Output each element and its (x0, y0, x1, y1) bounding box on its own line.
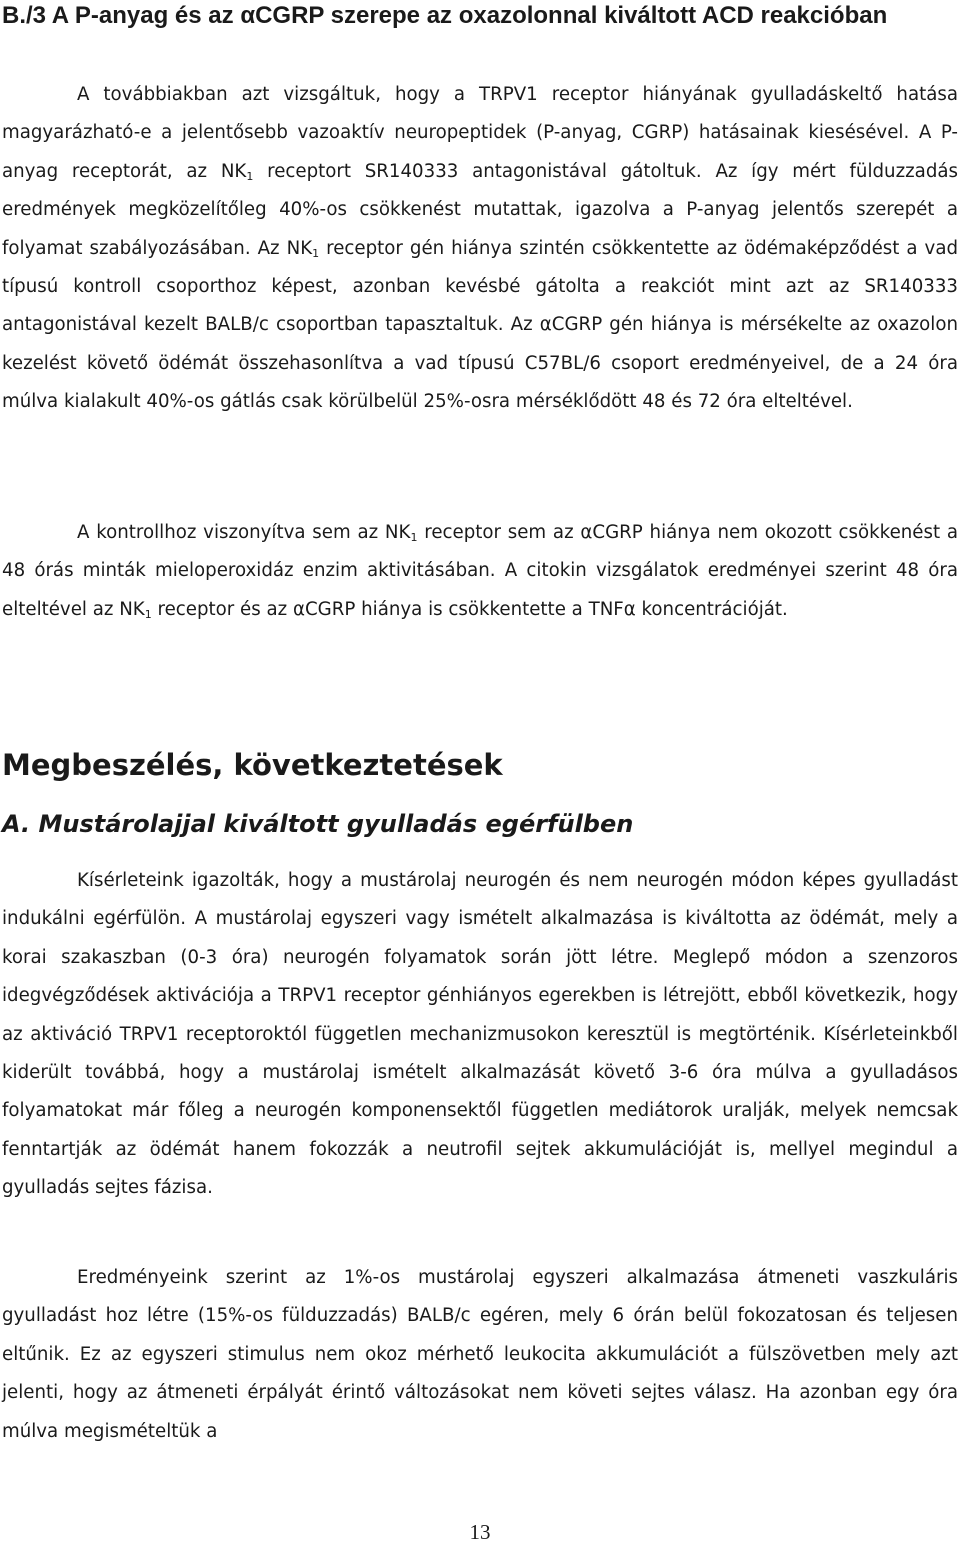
text-run: A kontrollhoz viszonyítva sem az NK (77, 522, 411, 543)
paragraph-a-1-text: Kísérleteink igazolták, hogy a mustárolaj neurogén és nem neurogén módon képes gyulladást indukálni egérfülön. A mustárolaj egyszeri vagy ismételt alkalmazása is kiváltotta az ödémát, mely a korai szakaszban (0-3 óra) neurogén folyamatok során jött létre. Meglepő módon a szenzoros idegvégződések aktivációja a TRPV1 receptor génhiányos egerekben is létrejött, ebből következik, hogy az aktiváció TRPV1 receptoroktól független mechanizmusokon keresztül is megtörténik. Kísérleteinkből kiderült továbbá, hogy a mustárolaj ismételt alkalmazását követő 3-6 óra múlva a gyulladásos folyamatokat már főleg a neurogén komponensektől független mediátorok uralják, melyek nemcsak fenntartják az ödémát hanem fokozzák a neutrofil sejtek akkumulációját is, mellyel megindul a gyulladás sejtes fázisa. (2, 870, 958, 1199)
text-run: receptor sem az αCGRP hiánya nem okozott csökkenést a 48 órás minták mieloperoxidáz enzim aktivitásában. A citokin vizsgálatok eredményei szerint 48 óra elteltével az NK (2, 522, 959, 620)
sub-heading: A. Mustárolajjal kiváltott gyulladás egérfülben (2, 810, 634, 838)
section-title: B./3 A P-anyag és az αCGRP szerepe az oxazolonnal kiváltott ACD reakcióban (2, 2, 888, 29)
text-run: receptor és az αCGRP hiánya is csökkentette a TNFα koncentrációját. (151, 598, 788, 620)
main-heading: Megbeszélés, következtetések (2, 748, 503, 782)
paragraph-a-1 (2, 862, 958, 1208)
paragraph-a-2-text: Eredményeink szerint az 1%-os mustárolaj egyszeri alkalmazása átmeneti vaszkuláris gyulladást hoz létre (15%-os fülduzzadás) BALB/c egéren, mely 6 órán belül fokozatosan és teljesen eltűnik. Ez az egyszeri stimulus nem okoz mérhető leukocita akkumulációt a fülszövetben mely azt jelenti, hogy az átmeneti érpályát érintő változásokat nem követi sejtes válasz. Ha azonban egy óra múlva megismételtük a (2, 1267, 958, 1442)
subscript: 1 (246, 169, 254, 183)
paragraph-b3-1 (2, 76, 958, 422)
text-run: receptor gén hiánya szintén csökkentette az ödémaképződést a vad típusú kontroll csoporthoz képest, azonban kevésbé gátolta a reakciót mint azt az SR140333 antagonistával kezelt BALB/c csoportban tapasztaltuk. Az αCGRP gén hiánya is mérsékelte az oxazolon kezelést követő ödémát összehasonlítva a vad típusú C57BL/6 csoport eredményeivel, de a 24 óra múlva kialakult 40%-os gátlás csak körülbelül 25%-osra mérséklődött 48 és 72 óra elteltével. (2, 237, 959, 413)
paragraph-a-2 (2, 1259, 958, 1451)
page-number: 13 (469, 1520, 491, 1544)
subscript: 1 (144, 607, 152, 621)
text-run: A továbbiakban azt vizsgáltuk, hogy a TRPV1 receptor hiányának gyulladáskeltő hatása magyarázható-e a jelentősebb vazoaktív neuropeptidek (P-anyag, CGRP) hatásainak kiesésével. A P-anyag receptorát, az NK (2, 84, 958, 182)
paragraph-b3-2 (2, 514, 958, 629)
subscript: 1 (410, 531, 418, 544)
text-run: receptort SR140333 antagonistával gátoltuk. Az így mért fülduzzadás eredmények megközelítőleg 40%-os csökkenést mutattak, igazolva a P-anyag jelentős szerepét a folyamat szabályozásában. Az NK (2, 160, 958, 259)
subscript: 1 (312, 246, 320, 260)
